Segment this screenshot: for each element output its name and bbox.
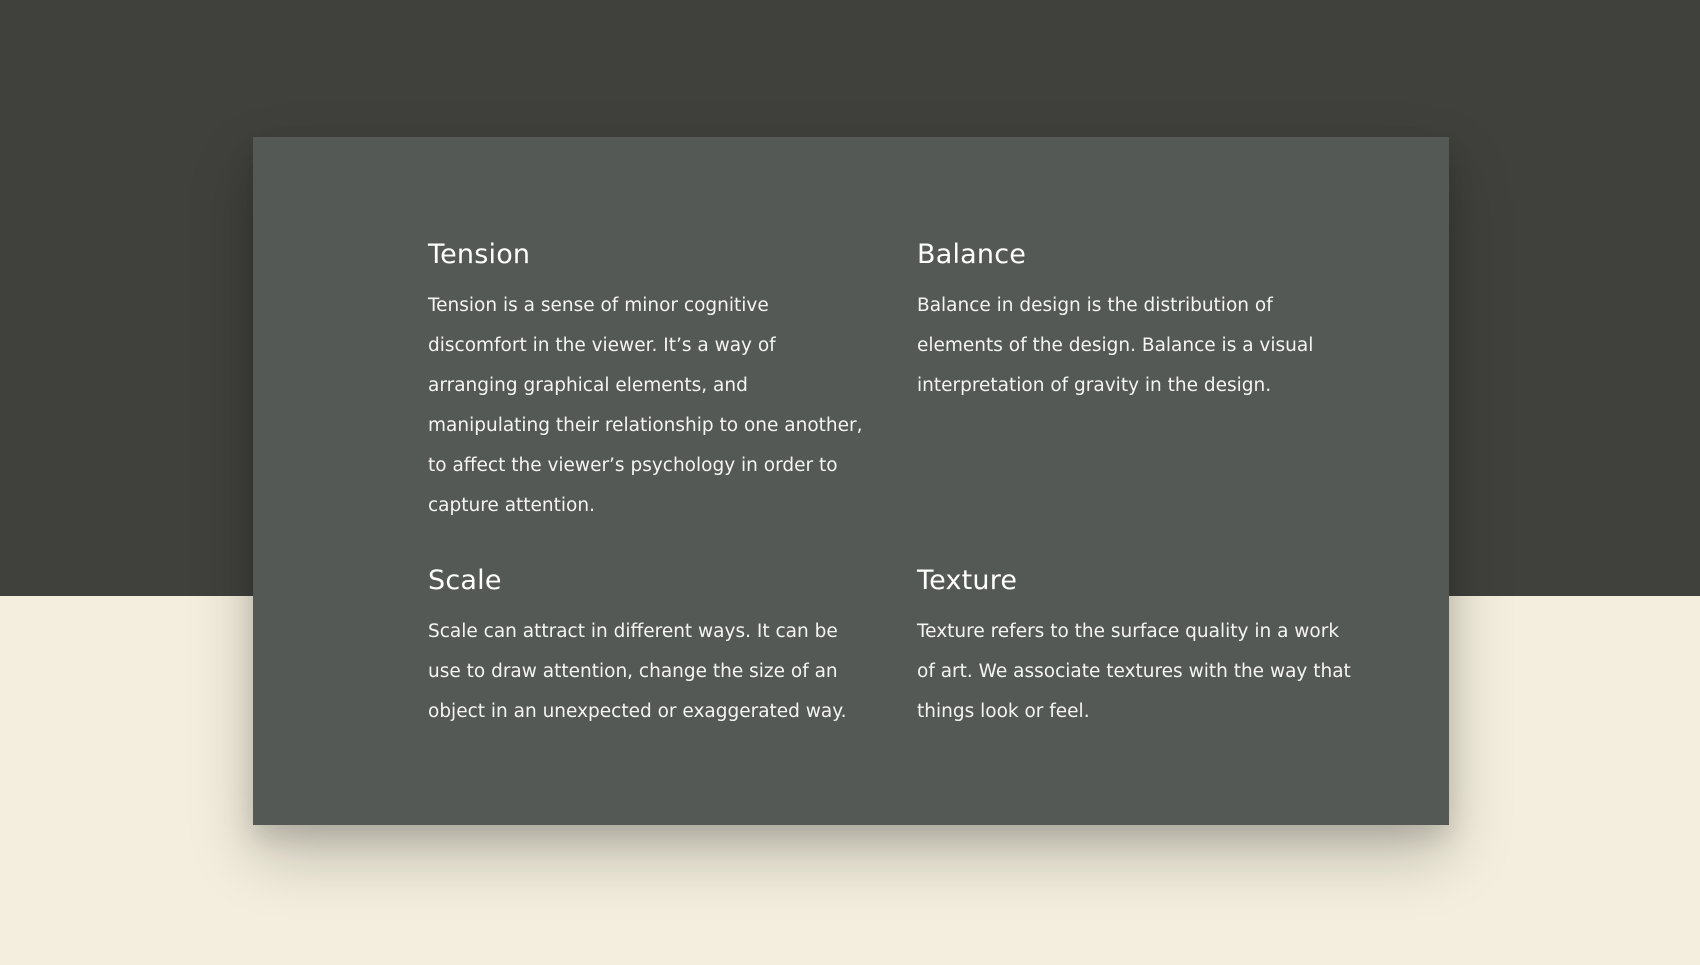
- principle-description: Scale can attract in different ways. It can be use to draw attention, change the size of an object in an unexpected or exaggerated way.: [428, 621, 847, 722]
- principles-card: [253, 137, 1449, 825]
- principle-title: Texture: [917, 565, 1018, 596]
- principle-title: Balance: [917, 239, 1027, 270]
- principle-description: Tension is a sense of minor cognitive discomfort in the viewer. It’s a way of arranging graphical elements, and manipulating their relationship to one another, to affect the viewer’s psychology in order to capture attention.: [428, 295, 863, 516]
- principle-title: Tension: [428, 239, 531, 270]
- principle-balance: [917, 238, 1357, 406]
- principle-scale: [428, 564, 868, 732]
- principle-title: Scale: [428, 565, 502, 596]
- principle-description: Texture refers to the surface quality in a work of art. We associate textures with the way that things look or feel.: [917, 621, 1351, 722]
- principle-texture: [917, 564, 1357, 732]
- principle-description: Balance in design is the distribution of elements of the design. Balance is a visual interpretation of gravity in the design.: [917, 295, 1314, 396]
- principle-tension: [428, 238, 868, 526]
